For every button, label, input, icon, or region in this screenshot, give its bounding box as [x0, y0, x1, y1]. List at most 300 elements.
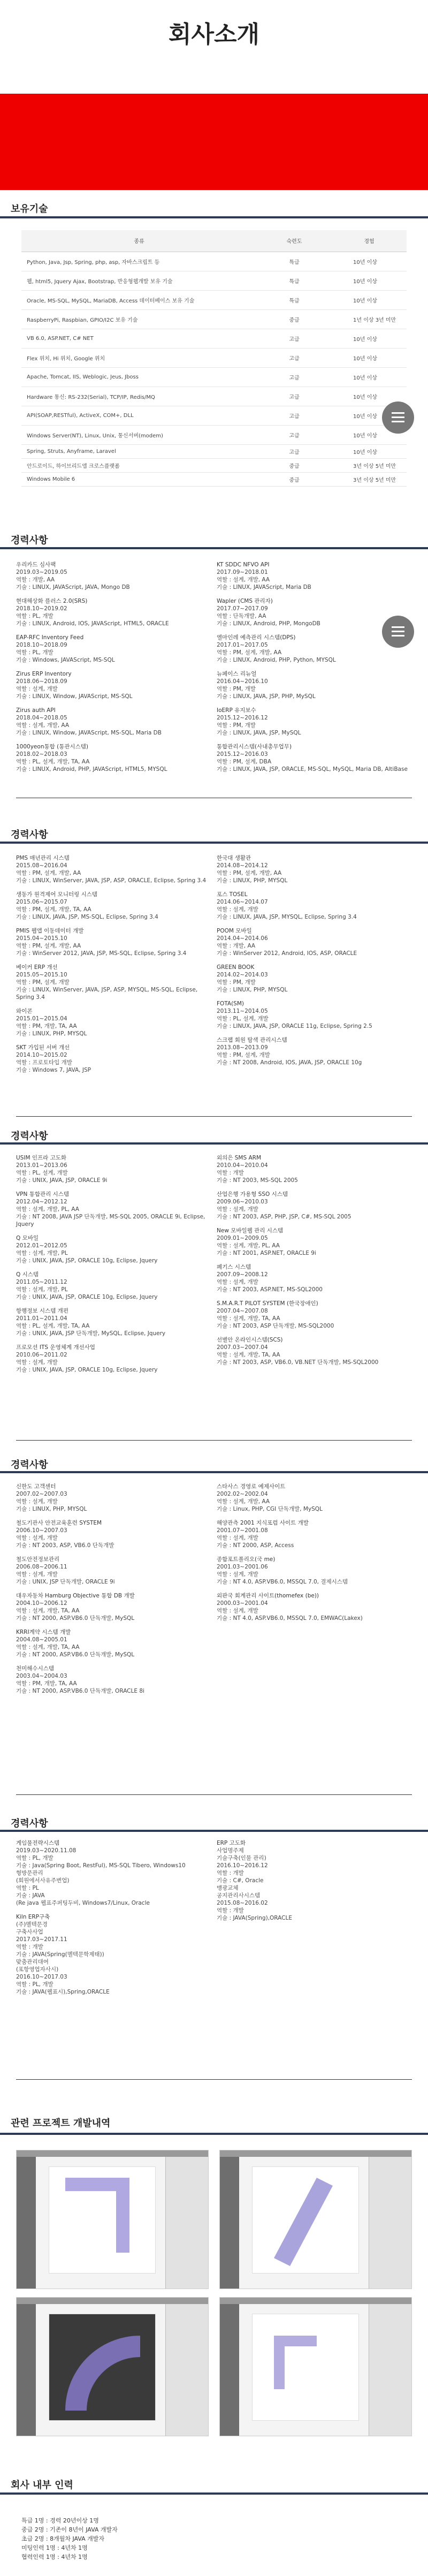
- project-detail: 기술 : LINUX, WinServer, JAVA, JSP, ASP, MYSQL, MS-SQL, Eclipse, Spring 3.4: [16, 987, 198, 1001]
- project-entry: [217, 1556, 409, 1586]
- skill-name: API(SOAP,RESTful), ActiveX, COM+, DLL: [21, 406, 257, 425]
- projects-heading: 관련 프로젝트 개발내역: [11, 2118, 111, 2129]
- skill-level: 특급: [257, 290, 332, 309]
- shape-preview-image: [253, 2167, 360, 2274]
- skill-experience: 10년 이상: [332, 290, 407, 309]
- project-detail: 기술 : NT 4.0, ASP.VB6.0, MSSQL 7.0, EMWAC(Lakex): [217, 1615, 363, 1622]
- project-title: 1000yeon통합 (통관시스템): [16, 744, 89, 750]
- separator: [16, 2079, 412, 2080]
- project-detail: 기술 : C#, Oracle: [217, 1877, 264, 1884]
- project-entry: [16, 1839, 209, 1907]
- project-entry: [217, 964, 409, 994]
- skills-row: [21, 425, 407, 444]
- shape-preview-image: [49, 2167, 156, 2274]
- project-title: KT SDDC NFVO API: [217, 562, 270, 568]
- project-detail: (회원에서사유주변업): [16, 1877, 70, 1884]
- project-detail: 2014.04~2014.06: [217, 935, 268, 942]
- project-detail: 기술 : Windows, JAVAScript, MS-SQL: [16, 657, 115, 663]
- project-detail: 역할 : PL, 개발: [16, 613, 54, 619]
- exp3-right-column: [217, 1154, 409, 1373]
- project-title: 외의은 SMS ARM: [217, 1155, 262, 1161]
- project-detail: 기술 : LINUX, Window, JAVAScript, MS-SQL, Maria DB: [16, 730, 162, 736]
- skill-name: Windows Mobile 6: [21, 472, 257, 486]
- project-title: USIM 인프라 고도화: [16, 1155, 67, 1161]
- divider: [0, 1142, 428, 1145]
- project-detail: 역할 : 설계, 개발: [16, 1571, 58, 1578]
- separator: [16, 1116, 412, 1117]
- project-detail: 2018.02~2018.03: [16, 751, 67, 757]
- skills-row: [21, 309, 407, 329]
- exp3-section: [16, 1154, 412, 1433]
- skill-name: Flex 위치, Hi 위치, Google 위치: [21, 348, 257, 367]
- project-entry: [16, 1913, 209, 1996]
- project-detail: 역할 : PM, 설계, 개발, AA: [16, 870, 81, 876]
- divider: [0, 1830, 428, 1832]
- col-level: 숙련도: [257, 230, 332, 252]
- project-detail: 2018.06~2018.09: [16, 678, 67, 685]
- project-detail: 기술 : NT 2000, ASP.VB6.0 단독개발, MySQL: [16, 1615, 135, 1622]
- project-entry: [16, 1007, 209, 1037]
- project-detail: 역할 : 설계, 개발, PL, AA: [217, 1242, 280, 1249]
- separator: [16, 1440, 412, 1441]
- project-title: PMIS 웹앱 이동데이터 개발: [16, 928, 84, 934]
- project-detail: 역할 : 설계, 개발, TA, AA: [217, 1352, 280, 1358]
- skill-name: Oracle, MS-SQL, MySQL, MariaDB, Access 데이터베이스 보유 기술: [21, 290, 257, 309]
- project-title: 게임물전략시스템: [16, 1840, 60, 1846]
- project-detail: 기술 : LINUX, JAVA, JSP, MYSQL, Eclipse, Spring 3.4: [217, 914, 357, 920]
- project-detail: 2018.04~2018.05: [16, 715, 67, 721]
- col-experience: 경험: [332, 230, 407, 252]
- exp4-left-column: [16, 1483, 209, 1701]
- project-detail: 2012.01~2012.05: [16, 1242, 67, 1249]
- project-title: 와이콘: [16, 1008, 33, 1014]
- project-entry: [16, 670, 209, 700]
- project-title: KRRI계약 시스템 개발: [16, 1629, 71, 1635]
- project-detail: 역할 : PM, 설계, 개발: [16, 979, 70, 986]
- project-detail: 2010.04~2010.04: [217, 1162, 268, 1169]
- exp4-right-column: [217, 1483, 409, 1628]
- project-entry: [217, 1154, 409, 1184]
- staff-line: 협력인력 1명 : 4년차 1명: [21, 2554, 88, 2560]
- project-detail: 구축사사업: [16, 1929, 43, 1935]
- project-title: FOTA(SM): [217, 1001, 244, 1007]
- project-detail: 2015.08~2016.02: [217, 1900, 268, 1906]
- project-detail: 역할 : PL, 개발: [16, 1981, 54, 1988]
- project-title: Zirus ERP Inventory: [16, 671, 72, 677]
- project-detail: 기술 : LINUX, Android, PHP, JAVAScript, HTML5, MYSQL: [16, 766, 167, 772]
- scroll-to-top-button[interactable]: [382, 616, 414, 648]
- project-detail: 2004.10~2006.12: [16, 1600, 67, 1607]
- project-entry: [16, 854, 209, 884]
- project-detail: 2016.10~2017.03: [16, 1974, 67, 1980]
- project-detail: 2003.04~2004.03: [16, 1673, 67, 1679]
- project-title: GREEN BOOK: [217, 964, 255, 971]
- project-detail: 역할 : 단독개발, AA: [217, 613, 266, 619]
- project-entry: [16, 1519, 209, 1549]
- exp5-right-column: [217, 1839, 409, 1928]
- staff-line: 미팅인력 1명 : 4년차 1명: [21, 2544, 88, 2551]
- project-detail: 2009.06~2010.03: [217, 1199, 268, 1205]
- project-title: 해양관측 2001 지식포럼 사이트 개발: [217, 1520, 309, 1526]
- project-detail: 역할 : 설계, 개발: [217, 1608, 258, 1614]
- project-entry: [217, 891, 409, 921]
- project-title: 철도안전정보관리: [16, 1556, 60, 1563]
- project-detail: 공지관리사시스템: [217, 1892, 261, 1899]
- skill-experience: 10년 이상: [332, 348, 407, 367]
- project-title: Wapler (CMS 관리자): [217, 598, 273, 604]
- project-title: 통합관리시스템(사내총무업무): [217, 744, 292, 750]
- skill-level: 고급: [257, 406, 332, 425]
- skill-level: 고급: [257, 348, 332, 367]
- project-detail: 역할 : 개발: [16, 1944, 43, 1950]
- project-detail: 2019.03~2020.11.08: [16, 1847, 77, 1854]
- skill-level: 중급: [257, 458, 332, 472]
- project-detail: 기술 : Java(Spring Boot, RestFul), MS-SQL Tibero, Windows10: [16, 1862, 186, 1869]
- project-detail: 기술 : LINUX, PHP, MYSQL: [16, 1506, 87, 1512]
- project-title: 우리카드 심사팩: [16, 562, 56, 568]
- project-detail: 기술 : UNIX, JAVA, JSP, ORACLE 10g, Eclipse, Jquery: [16, 1294, 158, 1300]
- project-entry: [16, 707, 209, 737]
- project-detail: 역할 : 설계, 개발: [217, 1535, 258, 1541]
- project-title: 외판국 회계관리 사이트(thomefex (be)): [217, 1593, 319, 1599]
- skill-name: Windows Server(NT), Linux, Unix, 통신서버(modem): [21, 425, 257, 444]
- project-title: Zirus auth API: [16, 707, 56, 714]
- project-entry: [16, 1592, 209, 1622]
- project-entry: [16, 927, 209, 957]
- project-detail: 역할 : 설계, 개발, TA, AA: [16, 1608, 80, 1614]
- exp5-section: [16, 1839, 412, 2075]
- project-detail: 역할 : 개발: [217, 1870, 244, 1876]
- project-title: 산업은행 가용형 SSO 시스템: [217, 1191, 288, 1198]
- banner: [0, 94, 428, 190]
- project-detail: 2007.09~2008.12: [217, 1271, 268, 1278]
- project-detail: 기술 : NT 2000, ASP.VB6.0 단독개발, MySQL: [16, 1651, 135, 1658]
- project-detail: 2010.06~2011.02: [16, 1352, 67, 1358]
- scroll-to-top-button[interactable]: [382, 401, 414, 434]
- skill-experience: 10년 이상: [332, 367, 407, 387]
- project-entry: [217, 854, 409, 884]
- project-detail: 역할 : PM, 설계, DBA: [217, 759, 271, 765]
- project-detail: 2014.10~2015.02: [16, 1052, 67, 1058]
- project-detail: 기술 : JAVA(Spring(멜텍문학제태)): [16, 1951, 104, 1958]
- project-detail: 역할 : PL, 설계, 개발: [217, 1016, 269, 1022]
- project-detail: 기술 : LINUX, PHP, MYSQL: [16, 1031, 87, 1037]
- project-detail: 2018.10~2019.02: [16, 605, 67, 612]
- project-entry: [16, 1307, 209, 1337]
- exp1-right-column: [217, 561, 409, 779]
- project-title: 천미해수시스템: [16, 1665, 55, 1672]
- skills-row: [21, 290, 407, 309]
- project-detail: 기술 : NT 2003, ASP, VB6.0 단독개발: [16, 1542, 114, 1549]
- project-detail: 역할 : PM, 설계, 개발, AA: [217, 870, 282, 876]
- project-detail: 기술 : LINUX, JAVA, JSP, MySQL: [217, 730, 301, 736]
- project-detail: 2000.03~2001.04: [217, 1600, 268, 1607]
- project-entry: [16, 964, 209, 1001]
- project-detail: 역할 : 개발, AA: [16, 577, 55, 583]
- project-entry: [217, 1300, 409, 1330]
- project-detail: 역할 : PL, 개발: [16, 1855, 54, 1861]
- project-detail: 기술 : NT 2003, ASP.NET, MS-SQL2000: [217, 1286, 323, 1293]
- project-detail: (주)멜텍문경: [16, 1921, 48, 1928]
- project-detail: 기술 : NT 2000, ASP.VB6.0 단독개발, ORACLE 8i: [16, 1688, 144, 1694]
- skill-experience: 10년 이상: [332, 425, 407, 444]
- exp3-heading: 경력사항: [11, 1131, 48, 1142]
- exp5-heading: 경력사항: [11, 1818, 48, 1829]
- project-detail: 역할 : PM, 개발, TA, AA: [16, 1023, 77, 1029]
- divider: [0, 547, 428, 549]
- project-detail: 기술 : LINUX, Android, PHP, MongoDB: [217, 620, 320, 627]
- skills-row: [21, 406, 407, 425]
- project-detail: 기술 : Windows 7, JAVA, JSP: [16, 1067, 91, 1073]
- exp2-heading: 경력사항: [11, 829, 48, 840]
- skills-row: [21, 329, 407, 348]
- skills-table: [21, 230, 407, 487]
- project-detail: 역할 : 설계, 개발, PL: [16, 1286, 68, 1293]
- project-title: Q 모바일: [16, 1235, 39, 1241]
- skill-name: 안드로이드, 하이브리드앱 크로스플랫폼: [21, 458, 257, 472]
- project-detail: 역할 : PL, 설계, 개발: [16, 1170, 68, 1176]
- project-detail: 기술 : LINUX, JAVAScript, JAVA, Mongo DB: [16, 584, 130, 590]
- project-detail: 기술 : NT 2003, ASP 단독개발, MS-SQL2000: [217, 1323, 334, 1329]
- project-entry: [217, 1227, 409, 1257]
- project-detail: 역할 : 설계, 개발: [16, 686, 58, 692]
- project-detail: 2002.02~2002.04: [217, 1491, 268, 1497]
- project-detail: 역할 : PM, 설계, 개발, TA, AA: [16, 906, 91, 913]
- project-detail: 2013.08~2013.09: [217, 1044, 268, 1051]
- project-title: PMS 매년관리 시스템: [16, 855, 70, 861]
- project-detail: 2009.01~2009.05: [217, 1235, 268, 1241]
- project-detail: 역할 : PM, 설계, 개발, AA: [217, 649, 282, 656]
- project-detail: 사업명주제: [217, 1847, 244, 1854]
- project-entry: [16, 634, 209, 664]
- project-detail: 기술 : NT 4.0, ASP.VB6.0, MSSQL 7.0, 결제시스템: [217, 1579, 348, 1585]
- project-detail: 2017.03~2017.11: [16, 1936, 67, 1943]
- project-title: 베이커 ERP 개선: [16, 964, 58, 971]
- project-detail: 2014.08~2014.12: [217, 862, 268, 869]
- divider: [0, 1471, 428, 1473]
- project-detail: 역할 : 설계, 개발, AA: [16, 722, 70, 729]
- project-detail: 기술 : LINUX, JAVA, JSP, MS-SQL, Eclipse, Spring 3.4: [16, 914, 158, 920]
- skills-row: [21, 458, 407, 472]
- divider: [0, 2133, 428, 2135]
- project-detail: 2006.10~2007.03: [16, 1527, 67, 1534]
- project-detail: 2004.08~2005.01: [16, 1636, 67, 1643]
- exp2-section: [16, 854, 412, 1106]
- skills-row: [21, 367, 407, 387]
- project-detail: 맞춤관리대여: [16, 1959, 49, 1965]
- skill-level: 고급: [257, 444, 332, 458]
- skill-experience: 10년 이상: [332, 406, 407, 425]
- skill-level: 특급: [257, 271, 332, 290]
- project-detail: 기술 : LINUX, Android, PHP, Python, MYSQL: [217, 657, 336, 663]
- project-entry: [16, 891, 209, 921]
- project-detail: 기술 : LINUX, WinServer, JAVA, JSP, ASP, ORACLE, Eclipse, Spring 3.4: [16, 877, 207, 884]
- skill-level: 중급: [257, 309, 332, 329]
- project-title: VPN 통합관리 시스템: [16, 1191, 70, 1198]
- project-detail: 기술 : NT 2008, Android, IOS, JAVA, JSP, ORACLE 10g: [217, 1059, 362, 1066]
- project-detail: 2015.06~2015.07: [16, 899, 67, 905]
- project-detail: 2001.07~2001.08: [217, 1527, 268, 1534]
- skill-experience: 10년 이상: [332, 444, 407, 458]
- staff-line: 특급 1명 : 경력 20년이상 1명: [21, 2517, 99, 2524]
- shape-preview-image: [253, 2314, 360, 2421]
- project-detail: 기술 : LINUX, Window, JAVAScript, MS-SQL: [16, 693, 133, 700]
- project-entry: [217, 1592, 409, 1622]
- divider: [0, 216, 428, 218]
- project-entry: [217, 1191, 409, 1221]
- project-detail: 기술 : LINUX, JAVA, JSP, ORACLE, MS-SQL, MySQL, Maria DB, AltiBase: [217, 766, 408, 772]
- project-detail: 기술 : NT 2008, JAVA JSP 단독개발, MS-SQL 2005, ORACLE 9i, Eclipse, Jquery: [16, 1214, 205, 1228]
- project-entry: [217, 707, 409, 737]
- skill-level: 고급: [257, 367, 332, 387]
- project-title: EAP-RFC Inventory Feed: [16, 634, 84, 641]
- project-detail: 역할 : PM, 설계, 개발, AA: [16, 943, 81, 949]
- project-entry: [16, 1234, 209, 1264]
- project-entry: [16, 1271, 209, 1301]
- project-detail: 2018.10~2018.09: [16, 642, 67, 648]
- project-detail: 기술 : WinServer 2012, JAVA, JSP, MS-SQL, Eclipse, Spring 3.4: [16, 950, 187, 957]
- project-detail: 맹광교체: [217, 1885, 239, 1891]
- screenshot-image: [219, 2297, 412, 2436]
- project-title: POOM 모바일: [217, 928, 252, 934]
- project-detail: 역할 : 설계, 개발: [217, 1571, 258, 1578]
- project-detail: 2007.04~2007.08: [217, 1308, 268, 1314]
- project-detail: 2013.01~2013.06: [16, 1162, 67, 1169]
- skill-experience: 10년 이상: [332, 252, 407, 271]
- project-detail: 역할 : PM, 개발: [217, 979, 256, 986]
- project-entry: [16, 1628, 209, 1658]
- project-detail: 2011.05~2011.12: [16, 1279, 67, 1285]
- project-detail: 역할 : PL, 설계, 개발, TA, AA: [16, 1323, 90, 1329]
- project-title: 생동가 원격제어 모니터링 시스템: [16, 891, 98, 898]
- project-entry: [217, 1263, 409, 1293]
- project-detail: 기술 : JAVA(웹표시),Spring,ORACLE: [16, 1989, 110, 1995]
- separator: [16, 1794, 412, 1795]
- project-entry: [16, 1483, 209, 1513]
- project-entry: [16, 1344, 209, 1374]
- skill-level: 고급: [257, 329, 332, 348]
- project-title: 철도기관사 안전교육훈련 SYSTEM: [16, 1520, 102, 1526]
- project-title: 한국대 생활관: [217, 855, 251, 861]
- project-detail: 2014.02~2014.03: [217, 972, 268, 978]
- project-detail: 역할 : 설계, 개발, PL: [16, 1250, 68, 1256]
- project-title: 뉴페이스 리뉴얼: [217, 671, 257, 677]
- project-detail: 역할 : PL: [16, 1885, 39, 1891]
- project-detail: 역할 : 프로토타입 개발: [16, 1059, 72, 1066]
- project-detail: 기술 : UNIX, JAVA, JSP, ORACLE 9i: [16, 1177, 108, 1184]
- project-detail: 2007.03~2007.04: [217, 1344, 268, 1351]
- info-heading: 회사 내부 인력: [11, 2480, 73, 2491]
- project-detail: 기술 : UNIX, JAVA, JSP 단독개발, MySQL, Eclipse, Jquery: [16, 1330, 166, 1337]
- project-detail: 역할 : 설계, 개발: [217, 906, 258, 913]
- project-detail: 2016.10~2016.12: [217, 1862, 268, 1869]
- project-detail: 기술 : UNIX, JSP 단독개발, ORACLE 9i: [16, 1579, 115, 1585]
- skill-experience: 10년 이상: [332, 271, 407, 290]
- project-title: 스크랩 회원 탐색 관리시스템: [217, 1037, 287, 1043]
- skill-name: Hardware 통신: RS-232(Serial), TCP/IP, Redis/MQ: [21, 387, 257, 406]
- project-detail: 2007.02~2007.03: [16, 1491, 67, 1497]
- shape-preview-image: [49, 2314, 156, 2421]
- skill-name: RaspberryPi, Raspbian, GPIO/I2C 보유 기술: [21, 309, 257, 329]
- skill-name: 웹, html5, Jquery Ajax, Bootstrap, 반응형웹개발 보유 기술: [21, 271, 257, 290]
- project-title: Q 시스템: [16, 1271, 39, 1278]
- exp1-heading: 경력사항: [11, 535, 48, 546]
- project-detail: 2012.04~2012.12: [16, 1199, 67, 1205]
- project-entry: [217, 1336, 409, 1366]
- project-detail: 기술 : LINUX, JAVA, JSP, PHP, MySQL: [217, 693, 316, 700]
- project-detail: 역할 : PM, 설계, 개발: [217, 1052, 270, 1058]
- project-detail: 2001.03~2001.06: [217, 1564, 268, 1570]
- project-detail: 2013.11~2014.05: [217, 1008, 268, 1014]
- col-kind: 종류: [21, 230, 257, 252]
- project-detail: 2015.08~2016.04: [16, 862, 67, 869]
- project-detail: 역할 : 설계, 개발, AA: [217, 1498, 270, 1505]
- project-title: 스타사스 경영로 예제사이트: [217, 1483, 286, 1490]
- skills-row: [21, 252, 407, 271]
- project-entry: [16, 1191, 209, 1228]
- project-detail: 역할 : PM, 개발, TA, AA: [16, 1680, 77, 1687]
- project-detail: 역할 : 개발, AA: [217, 943, 256, 949]
- project-detail: 역할 : PL, 개발: [16, 649, 54, 656]
- skills-row: [21, 387, 407, 406]
- screenshot-image: [16, 2297, 209, 2436]
- project-detail: 기술 : UNIX, JAVA, JSP, ORACLE 10g, Eclipse, Jquery: [16, 1257, 158, 1264]
- project-detail: 기술 : NT 2003, ASP, VB6.0, VB.NET 단독개발, MS-SQL2000: [217, 1359, 379, 1366]
- project-detail: 2015.12~2016.12: [217, 715, 268, 721]
- project-detail: (포항영업자사시): [16, 1966, 59, 1973]
- project-entry: [217, 1000, 409, 1030]
- skill-experience: 3년 이상 5년 미만: [332, 458, 407, 472]
- project-entry: [16, 597, 209, 627]
- divider: [0, 2492, 428, 2495]
- skill-level: 특급: [257, 252, 332, 271]
- project-title: 대우자동차 Hamburg Objective 통합 DB 개발: [16, 1593, 135, 1599]
- project-entry: [217, 743, 409, 773]
- project-detail: 기술 : JAVA: [16, 1892, 45, 1899]
- project-title: SKT 가입된 서버 개선: [16, 1044, 70, 1051]
- project-title: 포스 TOSEL: [217, 891, 248, 898]
- project-title: 신한도 고객센터: [16, 1483, 56, 1490]
- project-detail: 역할 : PM, 개발: [217, 722, 256, 729]
- project-detail: 기술 : NT 2000, ASP, Access: [217, 1542, 294, 1549]
- project-entry: [16, 1044, 209, 1074]
- project-entry: [16, 1154, 209, 1184]
- project-detail: 2006.08~2006.11: [16, 1564, 67, 1570]
- project-detail: 2015.01~2015.04: [16, 1016, 67, 1022]
- project-detail: 역할 : 설계, 개발: [217, 1206, 258, 1213]
- project-detail: 2014.06~2014.07: [217, 899, 268, 905]
- exp2-right-column: [217, 854, 409, 1073]
- project-title: 종합포트폴리오(국 me): [217, 1556, 276, 1563]
- skill-level: 중급: [257, 472, 332, 486]
- project-detail: 기술 : LINUX, JAVA, JSP, ORACLE 11g, Eclipse, Spring 2.5: [217, 1023, 372, 1029]
- project-title: New 모바일웹 관리 시스템: [217, 1228, 284, 1234]
- screenshot-image: [16, 2150, 209, 2289]
- project-title: 엘마인레 예측관리 시스템(DPS): [217, 634, 296, 641]
- project-detail: 2015.05~2015.10: [16, 972, 67, 978]
- project-title: Kiln ERP구축: [16, 1914, 50, 1920]
- project-detail: 기술 : LINUX, PHP, MYSQL: [217, 877, 288, 884]
- page-title: 회사소개: [168, 21, 259, 48]
- project-entry: [217, 597, 409, 627]
- skills-row: [21, 472, 407, 486]
- project-entry: [217, 1519, 409, 1549]
- project-detail: 기술 : UNIX, JAVA, JSP, ORACLE 10g, Eclipse, Jquery: [16, 1367, 158, 1373]
- project-title: 폐기스 시스템: [217, 1264, 251, 1270]
- project-screenshots: [16, 2150, 412, 2439]
- exp5-left-column: [16, 1839, 209, 2002]
- skills-row: [21, 348, 407, 367]
